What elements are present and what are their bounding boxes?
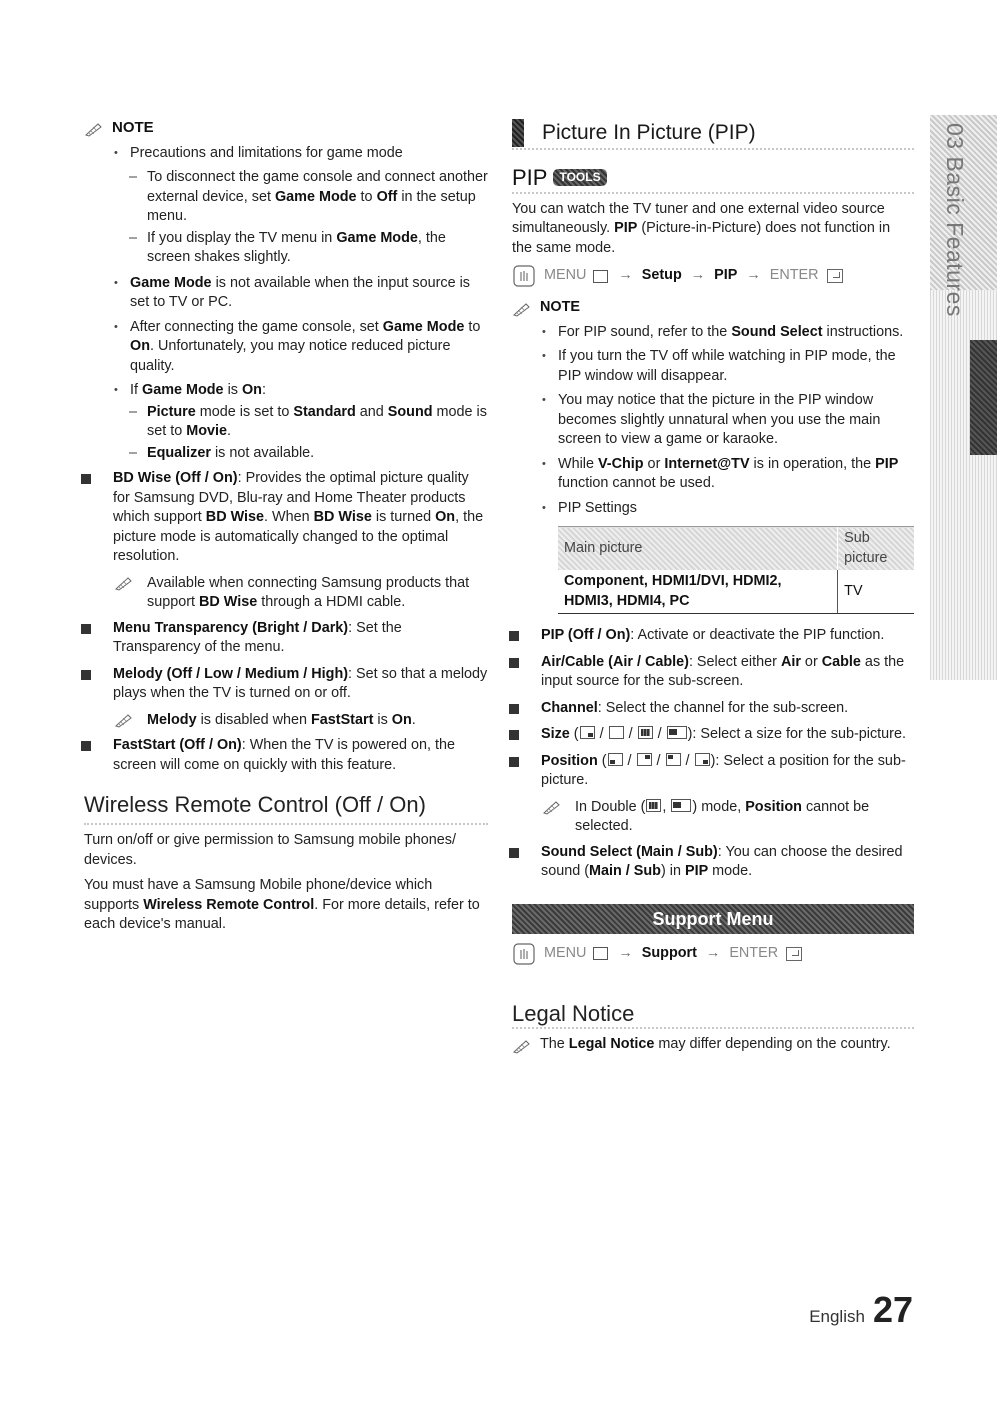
menu-item-bd-wise: BD Wise (Off / On): Provides the optimal picture quality for Samsung DVD, Blu-ray and Home Theater products which support BD Wise. When BD Wise is turned On, the picture mode is automatically changed to the optimal resolution. <box>84 469 488 567</box>
position-bottom-left-icon <box>608 753 623 766</box>
list-item: – Equalizer is not available. <box>84 444 488 464</box>
table-header-main: Main picture <box>558 527 838 571</box>
menu-item-pip: PIP (Off / On): Activate or deactivate the PIP function. <box>512 626 914 646</box>
position-top-left-icon <box>666 753 681 766</box>
menu-item-faststart: FastStart (Off / On): When the TV is powered on, the screen will come on quickly with this feature. <box>84 736 488 775</box>
menu-item-size: Size ( / / / ): Select a size for the sub-picture. <box>512 725 914 745</box>
header-marker <box>512 119 524 147</box>
list-item: • You may notice that the picture in the PIP window becomes slightly unnatural when you use the main screen to view a game or karaoke. <box>512 391 914 450</box>
table-header-sub: Sub picture <box>838 527 914 571</box>
section-title-legal-notice: Legal Notice <box>512 1004 914 1030</box>
menu-hand-icon <box>512 264 538 288</box>
left-column <box>84 118 488 941</box>
double-wide-mode-icon <box>671 799 691 812</box>
double-mode-icon <box>646 799 661 812</box>
size-small-icon <box>580 726 595 739</box>
chapter-sidebar <box>930 115 997 680</box>
position-top-right-icon <box>637 753 652 766</box>
menu-item-channel: Channel: Select the channel for the sub-screen. <box>512 699 914 719</box>
menu-item-position: Position ( / / / ): Select a position for the sub-picture. <box>512 752 914 791</box>
menu-item-melody: Melody (Off / Low / Medium / High): Set so that a melody plays when the TV is turned on or off. <box>84 665 488 704</box>
list-item: • If you turn the TV off while watching in PIP mode, the PIP window will disappear. <box>512 347 914 386</box>
size-double-icon <box>638 726 653 739</box>
paragraph: Turn on/off or give permission to Samsung mobile phones/ devices. <box>84 832 456 868</box>
note-pencil-icon <box>114 575 138 589</box>
table-cell-sub: TV <box>838 570 914 614</box>
pip-settings-table <box>558 526 914 614</box>
note-pencil-icon <box>84 121 108 135</box>
note-heading: NOTE <box>512 298 914 318</box>
menu-hand-icon <box>512 942 538 966</box>
list-item: – To disconnect the game console and connect another external device, set Game Mode to Off in the setup menu. <box>84 168 488 227</box>
section-header-pip: Picture In Picture (PIP) <box>512 118 914 150</box>
menu-path: MENU → Setup → PIP → ENTER <box>512 264 914 288</box>
section-title-wireless-remote: Wireless Remote Control (Off / On) <box>84 791 488 825</box>
chapter-label: 03 Basic Features <box>942 123 968 317</box>
list-item: • While V-Chip or Internet@TV is in operation, the PIP function cannot be used. <box>512 455 914 494</box>
support-menu-banner: Support Menu <box>512 904 914 934</box>
tools-badge: TOOLS <box>553 169 606 186</box>
menu-item-air-cable: Air/Cable (Air / Cable): Select either Air or Cable as the input source for the sub-screen. <box>512 653 914 692</box>
note-item: In Double ( , ) mode, Position cannot be selected. <box>512 798 914 837</box>
size-large-icon <box>609 726 624 739</box>
paragraph: You can watch the TV tuner and one external video source simultaneously. PIP (Picture-in-Picture) does not function in the same mode. <box>512 200 891 256</box>
enter-icon <box>827 269 843 283</box>
list-item: • Precautions and limitations for game mode <box>84 144 488 164</box>
position-bottom-right-icon <box>695 753 710 766</box>
table-cell-main: Component, HDMI1/DVI, HDMI2, HDMI3, HDMI4, PC <box>558 570 838 614</box>
note-item: Available when connecting Samsung products that support BD Wise through a HDMI cable. <box>84 574 488 613</box>
menu-item-menu-transparency: Menu Transparency (Bright / Dark): Set the Transparency of the menu. <box>84 619 488 658</box>
note-pencil-icon <box>542 799 566 813</box>
menu-item-sound-select: Sound Select (Main / Sub): You can choose the desired sound (Main / Sub) in PIP mode. <box>512 843 914 882</box>
list-item: • For PIP sound, refer to the Sound Select instructions. <box>512 323 914 343</box>
menu-icon <box>593 947 608 960</box>
list-item: • After connecting the game console, set Game Mode to On. Unfortunately, you may notice reduced picture quality. <box>84 318 488 377</box>
page-number: 27 <box>872 1289 913 1330</box>
menu-path: MENU → Support → ENTER <box>512 942 914 966</box>
pip-title: PIP TOOLS <box>512 168 914 194</box>
footer-language: English <box>809 1307 865 1326</box>
note-pencil-icon <box>512 1038 536 1052</box>
list-item: • PIP Settings <box>512 499 914 519</box>
menu-icon <box>593 270 608 283</box>
paragraph: You must have a Samsung Mobile phone/device which supports Wireless Remote Control. For more details, refer to each device's manual. <box>84 877 480 932</box>
size-double-wide-icon <box>667 726 687 739</box>
note-item: Melody is disabled when FastStart is On. <box>84 711 488 731</box>
chapter-marker <box>970 340 997 455</box>
list-item: • Game Mode is not available when the input source is set to TV or PC. <box>84 274 488 313</box>
list-item: – Picture mode is set to Standard and Sound mode is set to Movie. <box>84 403 488 442</box>
list-item: • If Game Mode is On: <box>84 381 488 401</box>
right-column <box>512 118 914 1061</box>
note-pencil-icon <box>512 301 536 315</box>
note-pencil-icon <box>114 712 138 726</box>
page-footer <box>809 1289 913 1330</box>
table-row <box>558 570 914 614</box>
enter-icon <box>786 947 802 961</box>
list-item: – If you display the TV menu in Game Mode, the screen shakes slightly. <box>84 229 488 268</box>
note-heading: NOTE <box>84 118 488 138</box>
note-item: The Legal Notice may differ depending on the country. <box>512 1035 914 1055</box>
